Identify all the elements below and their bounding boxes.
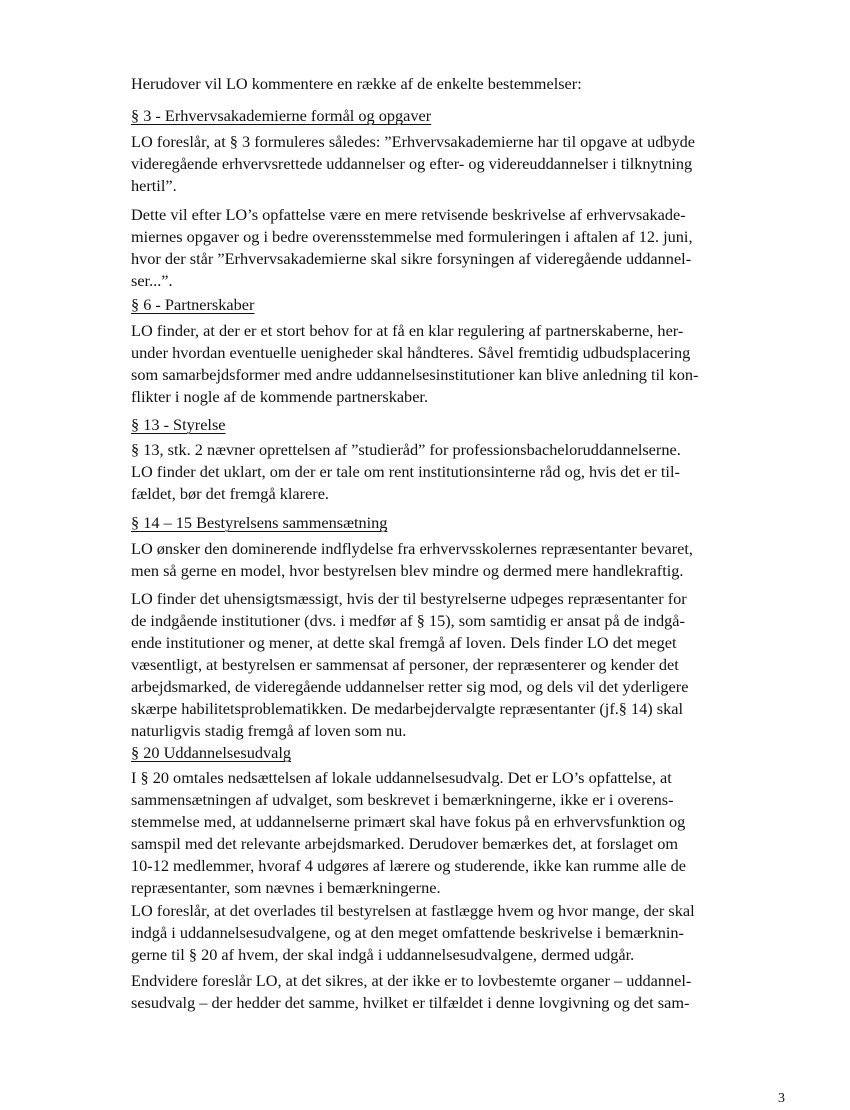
text-line: hertil”. <box>131 176 177 195</box>
text-line: indgå i uddannelsesudvalgene, og at den meget omfattende beskrivelse i bemærknin- <box>131 923 684 942</box>
text-line: flikter i nogle af de kommende partnerskaber. <box>131 387 429 406</box>
text-line: 10-12 medlemmer, hvoraf 4 udgøres af lærere og studerende, ikke kan rumme alle de <box>131 856 686 875</box>
paragraph <box>131 320 711 408</box>
paragraph <box>131 970 711 1014</box>
text-line: som samarbejdsformer med andre uddannelsesinstitutioner kan blive anledning til kon- <box>131 365 699 384</box>
text-line: LO finder det uklart, om der er tale om rent institutionsinterne råd og, hvis det er til- <box>131 462 680 481</box>
text-line: Dette vil efter LO’s opfattelse være en mere retvisende beskrivelse af erhvervsakade- <box>131 205 686 224</box>
text-line: § 13, stk. 2 nævner oprettelsen af ”studieråd” for professionsbacheloruddannelserne. <box>131 440 681 459</box>
section-heading-14-15: § 14 – 15 Bestyrelsens sammensætning <box>131 513 388 532</box>
text-line: repræsentanter, som nævnes i bemærkningerne. <box>131 878 441 897</box>
text-line: gerne til § 20 af hvem, der skal indgå i uddannelsesudvalgene, dermed udgår. <box>131 945 635 964</box>
text-line: ser...”. <box>131 271 173 290</box>
text-line: miernes opgaver og i bedre overensstemmelse med formuleringen i aftalen af 12. juni, <box>131 227 693 246</box>
text-line: ende institutioner og mener, at dette skal fremgå af loven. Dels finder LO det meget <box>131 633 677 652</box>
text-line: LO ønsker den dominerende indflydelse fra erhvervsskolernes repræsentanter bevaret, <box>131 539 693 558</box>
text-line: Endvidere foreslår LO, at det sikres, at der ikke er to lovbestemte organer – uddannel- <box>131 971 692 990</box>
text-line: hvor der står ”Erhvervsakademierne skal sikre forsyningen af videregående uddannel- <box>131 249 692 268</box>
text-line: stemmelse med, at uddannelserne primært skal have fokus på en erhvervsfunktion og <box>131 812 686 831</box>
text-line: videregående erhvervsrettede uddannelser og efter- og videreuddannelser i tilknytning <box>131 154 693 173</box>
text-line: naturligvis stadig fremgå af loven som nu. <box>131 721 407 740</box>
section-heading-6: § 6 - Partnerskaber <box>131 295 255 314</box>
intro-text: Herudover vil LO kommentere en række af de enkelte bestemmelser: <box>131 74 582 93</box>
section-heading-13: § 13 - Styrelse <box>131 415 226 434</box>
text-line: LO finder, at der er et stort behov for at få en klar regulering af partnerskaberne, her- <box>131 321 684 340</box>
paragraph <box>131 900 711 966</box>
page-number: 3 <box>778 1091 785 1106</box>
paragraph <box>131 588 711 742</box>
text-line: fældet, bør det fremgå klarere. <box>131 484 329 503</box>
paragraph <box>131 538 711 582</box>
paragraph <box>131 439 711 505</box>
text-line: arbejdsmarked, de videregående uddannelser retter sig mod, og dels vil det yderligere <box>131 677 689 696</box>
text-line: I § 20 omtales nedsættelsen af lokale uddannelsesudvalg. Det er LO’s opfattelse, at <box>131 768 672 787</box>
text-line: væsentligt, at bestyrelsen er sammensat af personer, der repræsenterer og kender det <box>131 655 679 674</box>
text-line: LO finder det uhensigtsmæssigt, hvis der til bestyrelserne udpeges repræsentanter for <box>131 589 687 608</box>
text-line: sammensætningen af udvalget, som beskrevet i bemærkningerne, ikke er i overens- <box>131 790 674 809</box>
text-line: skærpe habilitetsproblematikken. De medarbejdervalgte repræsentanter (jf.§ 14) skal <box>131 699 684 718</box>
text-line: sesudvalg – der hedder det samme, hvilket er tilfældet i denne lovgivning og det sam- <box>131 993 690 1012</box>
text-line: samspil med det relevante arbejdsmarked. Derudover bemærkes det, at forslaget om <box>131 834 679 853</box>
paragraph <box>131 204 711 292</box>
paragraph <box>131 131 711 197</box>
text-line: men så gerne en model, hvor bestyrelsen blev mindre og dermed mere handlekraftig. <box>131 561 684 580</box>
section-heading-20: § 20 Uddannelsesudvalg <box>131 743 292 762</box>
text-line: under hvordan eventuelle uenigheder skal håndteres. Såvel fremtidig udbudsplacering <box>131 343 691 362</box>
paragraph <box>131 767 711 899</box>
text-line: LO foreslår, at det overlades til bestyrelsen at fastlægge hvem og hvor mange, der skal <box>131 901 695 920</box>
section-heading-3: § 3 - Erhvervsakademierne formål og opgaver <box>131 106 432 125</box>
text-line: LO foreslår, at § 3 formuleres således: ”Erhvervsakademierne har til opgave at udbyde <box>131 132 695 151</box>
text-line: de indgående institutioner (dvs. i medfør af § 15), som samtidig er ansat på de indgå- <box>131 611 685 630</box>
